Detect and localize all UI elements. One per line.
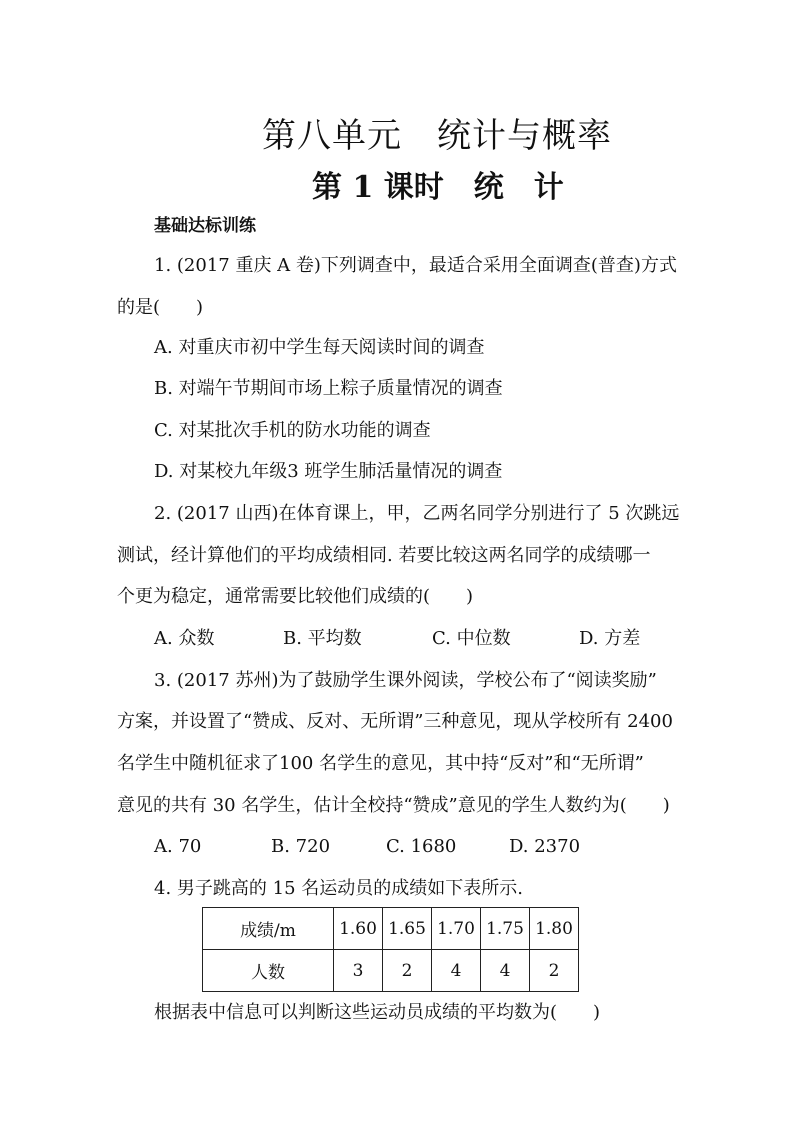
unit-title: 第八单元 统计与概率 bbox=[262, 116, 612, 156]
table-cell: 2 bbox=[530, 950, 579, 992]
q2-option-a: A. 众数 bbox=[154, 628, 215, 649]
table-cell: 3 bbox=[334, 950, 383, 992]
scores-table bbox=[202, 907, 579, 992]
q2-option-d: D. 方差 bbox=[579, 628, 641, 649]
q2-line2: 测试，经计算他们的平均成绩相同. 若要比较这两名同学的成绩哪一 bbox=[117, 545, 651, 566]
q4-after-table: 根据表中信息可以判断这些运动员成绩的平均数为( ) bbox=[154, 1002, 601, 1023]
q3-line1: 3. (2017 苏州)为了鼓励学生课外阅读，学校公布了“阅读奖励” bbox=[154, 670, 657, 691]
lesson-title: 第 1 课时 统 计 bbox=[312, 170, 564, 205]
q4-line1: 4. 男子跳高的 15 名运动员的成绩如下表所示. bbox=[154, 878, 523, 899]
q1-line2: 的是( ) bbox=[117, 297, 204, 318]
q3-option-a: A. 70 bbox=[154, 836, 202, 857]
table-cell: 1.75 bbox=[481, 908, 530, 950]
table-cell: 1.80 bbox=[530, 908, 579, 950]
table-cell: 1.65 bbox=[383, 908, 432, 950]
table-row bbox=[203, 950, 579, 992]
section-heading: 基础达标训练 bbox=[154, 216, 256, 236]
table-row-header: 成绩/m bbox=[203, 908, 334, 950]
q3-line4: 意见的共有 30 名学生，估计全校持“赞成”意见的学生人数约为( ) bbox=[117, 795, 670, 816]
q3-line2: 方案，并设置了“赞成、反对、无所谓”三种意见，现从学校所有 2400 bbox=[117, 711, 673, 732]
q3-option-b: B. 720 bbox=[271, 836, 331, 857]
table-cell: 1.70 bbox=[432, 908, 481, 950]
q1-option-a: A. 对重庆市初中学生每天阅读时间的调查 bbox=[154, 337, 485, 358]
table-cell: 1.60 bbox=[334, 908, 383, 950]
q2-option-b: B. 平均数 bbox=[283, 628, 362, 649]
table-cell: 4 bbox=[432, 950, 481, 992]
q3-line3: 名学生中随机征求了100 名学生的意见，其中持“反对”和“无所谓” bbox=[117, 753, 644, 774]
table-cell: 4 bbox=[481, 950, 530, 992]
q1-option-d: D. 对某校九年级3 班学生肺活量情况的调查 bbox=[154, 461, 503, 482]
q1-line1: 1. (2017 重庆 A 卷)下列调查中，最适合采用全面调查(普查)方式 bbox=[154, 255, 677, 276]
q1-option-c: C. 对某批次手机的防水功能的调查 bbox=[154, 420, 431, 441]
q2-line3: 个更为稳定，通常需要比较他们成绩的( ) bbox=[117, 586, 474, 607]
q2-option-c: C. 中位数 bbox=[432, 628, 511, 649]
table-row bbox=[203, 908, 579, 950]
table-row-header: 人数 bbox=[203, 950, 334, 992]
q1-option-b: B. 对端午节期间市场上粽子质量情况的调查 bbox=[154, 378, 503, 399]
q3-option-d: D. 2370 bbox=[509, 836, 581, 857]
q3-option-c: C. 1680 bbox=[386, 836, 457, 857]
q2-line1: 2. (2017 山西)在体育课上，甲，乙两名同学分别进行了 5 次跳远 bbox=[154, 503, 680, 524]
table-cell: 2 bbox=[383, 950, 432, 992]
